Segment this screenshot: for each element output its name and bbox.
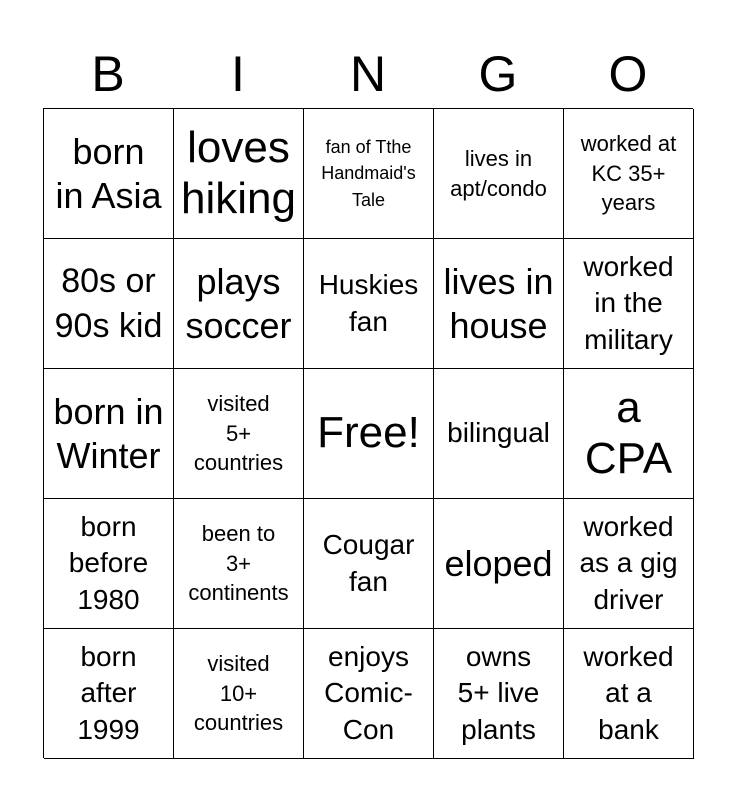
cell-label: lives in house	[443, 261, 554, 346]
cell-label: born before 1980	[68, 510, 149, 615]
bingo-cell-r3c4[interactable]	[434, 369, 564, 499]
bingo-cell-r5c1[interactable]	[44, 629, 174, 759]
header-letter-g: G	[478, 46, 518, 102]
cell-label: lives in apt/condo	[450, 145, 547, 201]
cell-label: plays soccer	[185, 261, 292, 346]
bingo-cell-r2c1[interactable]	[44, 239, 174, 369]
bingo-cell-r5c3[interactable]	[304, 629, 434, 759]
bingo-cell-r5c5[interactable]	[564, 629, 694, 759]
bingo-cell-r5c4[interactable]	[434, 629, 564, 759]
header-letter-n: N	[349, 46, 387, 102]
bingo-cell-r1c3[interactable]	[304, 109, 434, 239]
bingo-cell-r4c2[interactable]	[174, 499, 304, 629]
header-letter-i: I	[231, 46, 245, 102]
cell-label: visited 10+ countries	[193, 650, 284, 736]
cell-label: worked in the military	[583, 250, 674, 355]
header-letter-o: O	[608, 46, 648, 102]
bingo-cell-r2c5[interactable]	[564, 239, 694, 369]
bingo-cell-r2c4[interactable]	[434, 239, 564, 369]
bingo-cell-r3c5[interactable]	[564, 369, 694, 499]
bingo-grid	[43, 108, 693, 758]
header-letter-b: B	[91, 46, 125, 102]
cell-label: owns 5+ live plants	[457, 640, 540, 745]
bingo-cell-r4c1[interactable]	[44, 499, 174, 629]
bingo-cell-r4c3[interactable]	[304, 499, 434, 629]
cell-label: worked at KC 35+ years	[580, 130, 677, 216]
cell-label: worked as a gig driver	[579, 510, 678, 615]
cell-label: 80s or 90s kid	[54, 262, 163, 345]
bingo-cell-r5c2[interactable]	[174, 629, 304, 759]
bingo-cell-r4c5[interactable]	[564, 499, 694, 629]
cell-label: eloped	[444, 542, 553, 584]
bingo-cell-r1c5[interactable]	[564, 109, 694, 239]
bingo-cell-r3c1[interactable]	[44, 369, 174, 499]
cell-label: been to 3+ continents	[188, 520, 289, 606]
cell-label: visited 5+ countries	[193, 390, 284, 476]
cell-label: fan of Tthe Handmaid's Tale	[321, 137, 416, 210]
cell-label: born in Winter	[53, 391, 164, 476]
free-space-label: Free!	[317, 408, 420, 458]
bingo-cell-r2c3[interactable]	[304, 239, 434, 369]
cell-label: Huskies fan	[318, 269, 419, 337]
cell-label: worked at a bank	[583, 640, 674, 745]
bingo-cell-r2c2[interactable]	[174, 239, 304, 369]
cell-label: born in Asia	[55, 131, 162, 216]
cell-label: bilingual	[447, 417, 550, 449]
cell-label: loves hiking	[181, 122, 296, 223]
bingo-cell-r4c4[interactable]	[434, 499, 564, 629]
bingo-cell-r3c3[interactable]	[304, 369, 434, 499]
cell-label: Cougar fan	[322, 529, 415, 597]
cell-label: a CPA	[584, 382, 673, 483]
bingo-cell-r1c1[interactable]	[44, 109, 174, 239]
cell-label: born after 1999	[77, 640, 140, 745]
bingo-cell-r1c4[interactable]	[434, 109, 564, 239]
bingo-cell-r3c2[interactable]	[174, 369, 304, 499]
bingo-header	[43, 40, 693, 108]
bingo-cell-r1c2[interactable]	[174, 109, 304, 239]
cell-label: enjoys Comic- Con	[324, 640, 413, 745]
